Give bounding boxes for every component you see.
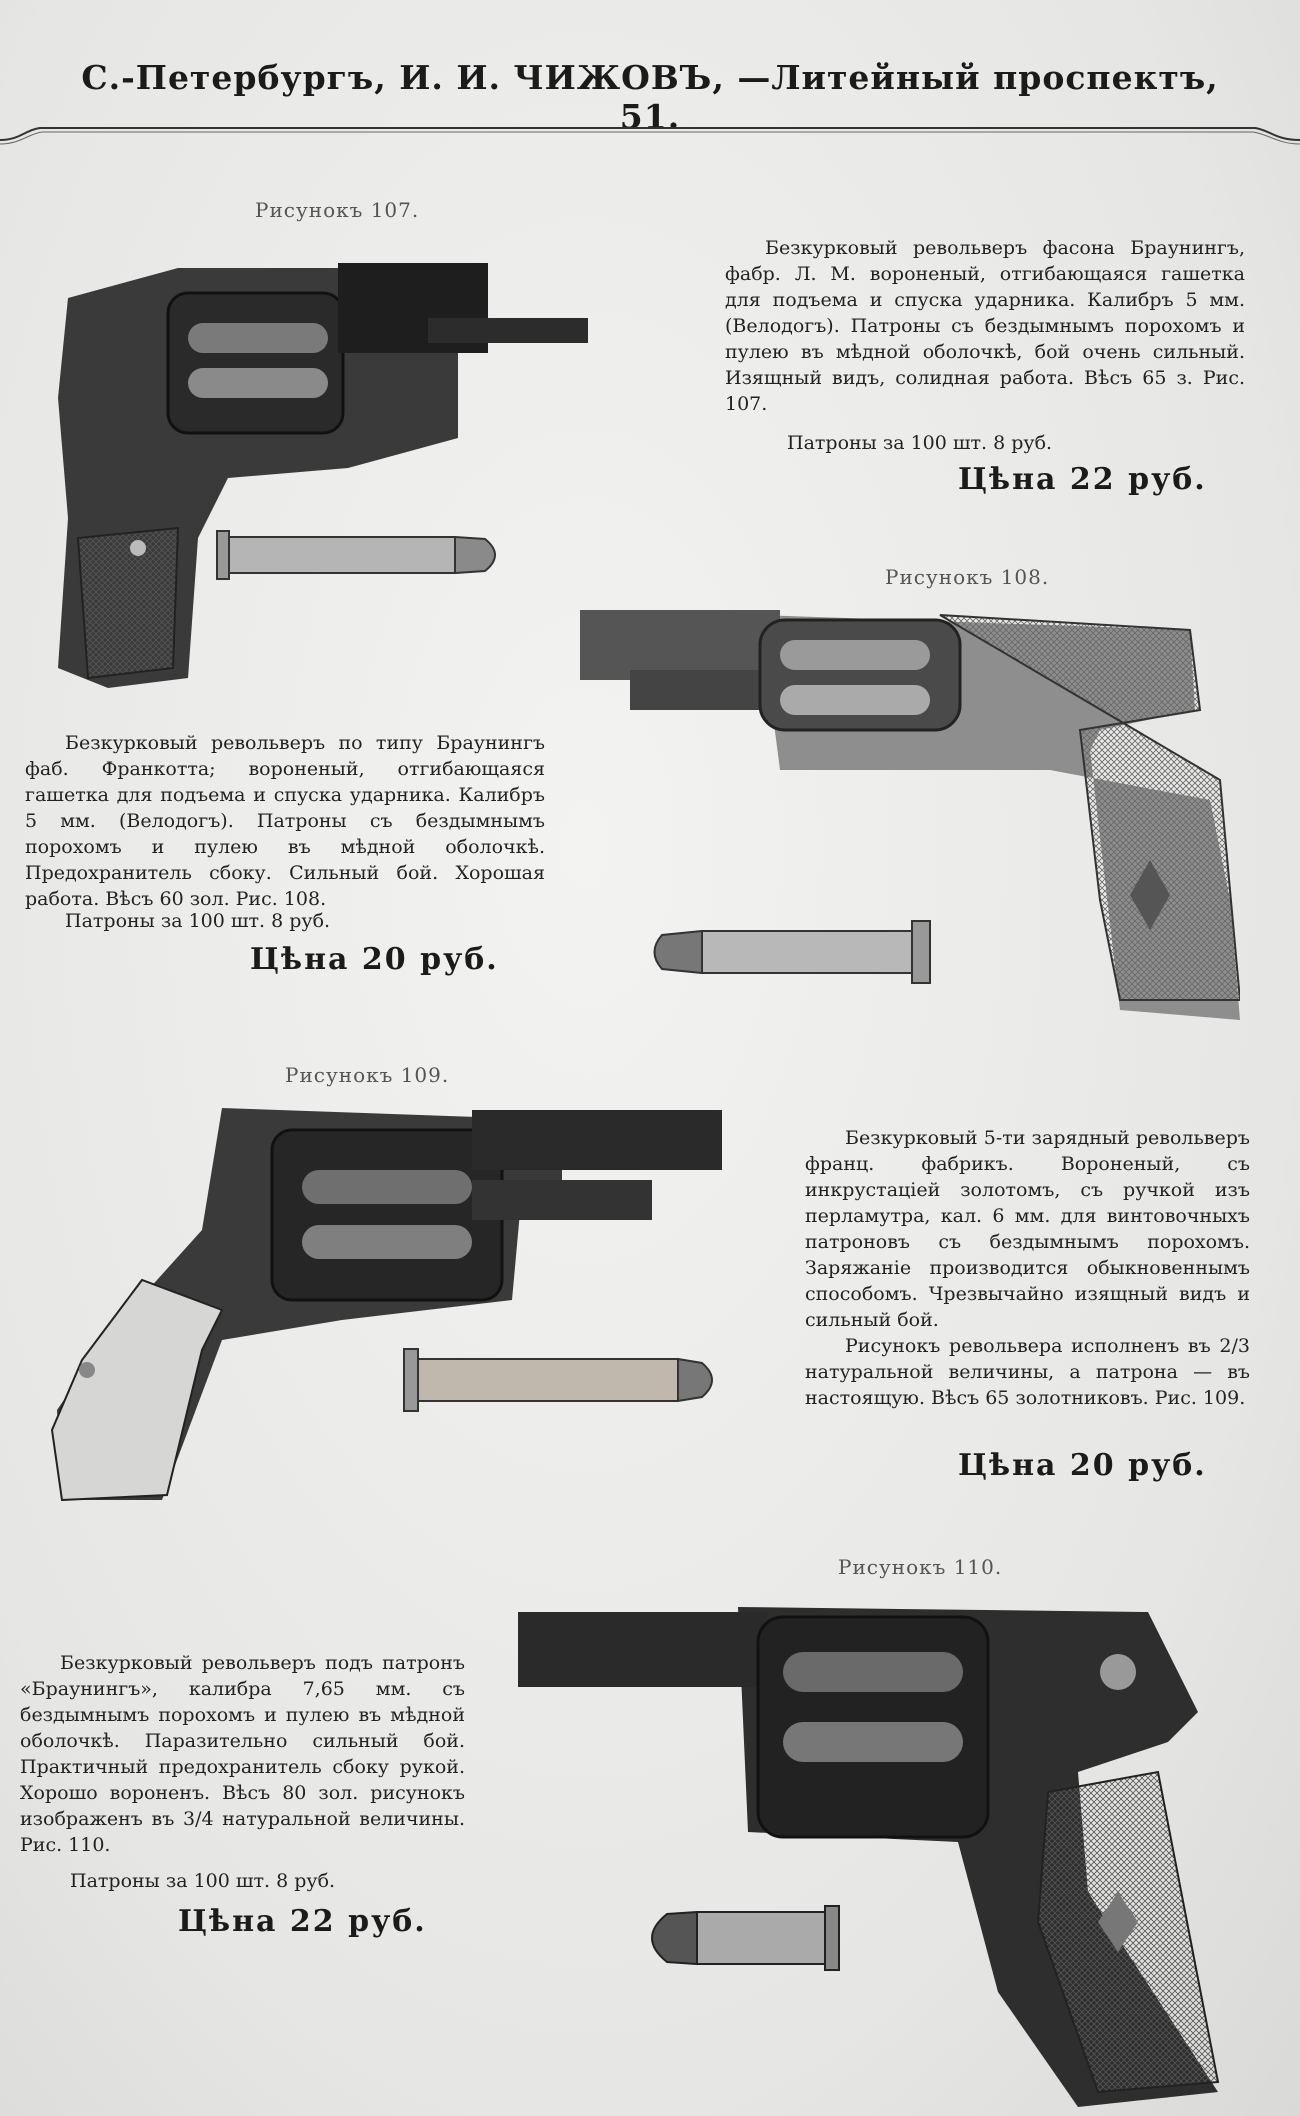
header-rule xyxy=(0,110,1300,170)
cartridge-109-illustration xyxy=(402,1345,722,1415)
header-city: С.-Петербургъ, xyxy=(81,58,387,97)
figure-caption-108: Рисунокъ 108. xyxy=(885,565,1050,589)
figure-caption-107: Рисунокъ 107. xyxy=(255,198,420,222)
item-107-text: Безкурковый револьверъ фасона Браунингъ, фабр. Л. М. вороненый, отгибающаяся гашетка для подъема и спуска ударника. Калибръ 5 мм. (Велодогъ). Патроны съ бездымнымъ порохомъ и пулею въ мѣдной оболочкѣ, бой очень сильный. Изящный видъ, солидная работа. Вѣсъ 65 з. Рис. 107. xyxy=(725,237,1245,415)
item-107-description xyxy=(725,235,1245,417)
item-110-price: Цѣна 22 руб. xyxy=(178,1904,427,1939)
item-109-price: Цѣна 20 руб. xyxy=(958,1448,1207,1483)
cartridge-107-illustration xyxy=(215,525,505,585)
cartridge-108-illustration xyxy=(652,917,942,987)
item-108-text: Безкурковый револьверъ по типу Браунингъ фаб. Франкотта; вороненый, отгибающаяся гашетка для подъема и спуска ударника. Калибръ 5 мм. (Велодогъ). Патроны съ бездымнымъ порохомъ и пулею въ мѣдной оболочкѣ. Предохранитель сбоку. Сильный бой. Хорошая работа. Вѣсъ 60 зол. Рис. 108. xyxy=(25,732,545,910)
revolver-110-illustration xyxy=(518,1592,1238,2112)
item-109-text: Безкурковый 5-ти зарядный револьверъ франц. фабрикъ. Вороненый, съ инкрустацiей золотомъ, съ ручкой изъ перламутра, кал. 6 мм. для винтовочныхъ патроновъ съ бездымнымъ порохомъ. Заряжанiе производится обыкновеннымъ способомъ. Чрезвычайно изящный видъ и сильный бой. xyxy=(805,1127,1250,1331)
revolver-109-illustration xyxy=(42,1100,722,1510)
item-108-price: Цѣна 20 руб. xyxy=(250,942,499,977)
cartridge-110-illustration xyxy=(637,1898,847,1978)
item-110-cartridges: Патроны за 100 шт. 8 руб. xyxy=(70,1870,336,1892)
item-107-price: Цѣна 22 руб. xyxy=(958,462,1207,497)
figure-caption-109: Рисунокъ 109. xyxy=(285,1063,450,1087)
header-address: —Литейный проспектъ, 51. xyxy=(619,58,1219,136)
item-107-cartridges: Патроны за 100 шт. 8 руб. xyxy=(787,432,1053,454)
revolver-107-illustration xyxy=(48,238,588,698)
item-108-description xyxy=(25,730,545,912)
item-110-text: Безкурковый револьверъ подъ патронъ «Браунингъ», калибра 7,65 мм. съ бездымнымъ порохомъ и пулею въ мѣдной оболочкѣ. Паразительно сильный бой. Практичный предохранитель сбоку рукой. Хорошо вороненъ. Вѣсъ 80 зол. рисунокъ изображенъ въ 3/4 натуральной величины. Рис. 110. xyxy=(20,1652,465,1856)
item-109-description xyxy=(805,1125,1250,1411)
item-109-note: Рисунокъ револьвера исполненъ въ 2/3 натуральной величины, а патрона — въ настоящую. Вѣсъ 65 золотниковъ. Рис. 109. xyxy=(805,1335,1250,1409)
header-merchant: И. И. ЧИЖОВЪ, xyxy=(399,58,725,97)
figure-caption-110: Рисунокъ 110. xyxy=(838,1555,1003,1579)
item-110-description xyxy=(20,1650,465,1858)
item-108-cartridges: Патроны за 100 шт. 8 руб. xyxy=(65,910,331,932)
